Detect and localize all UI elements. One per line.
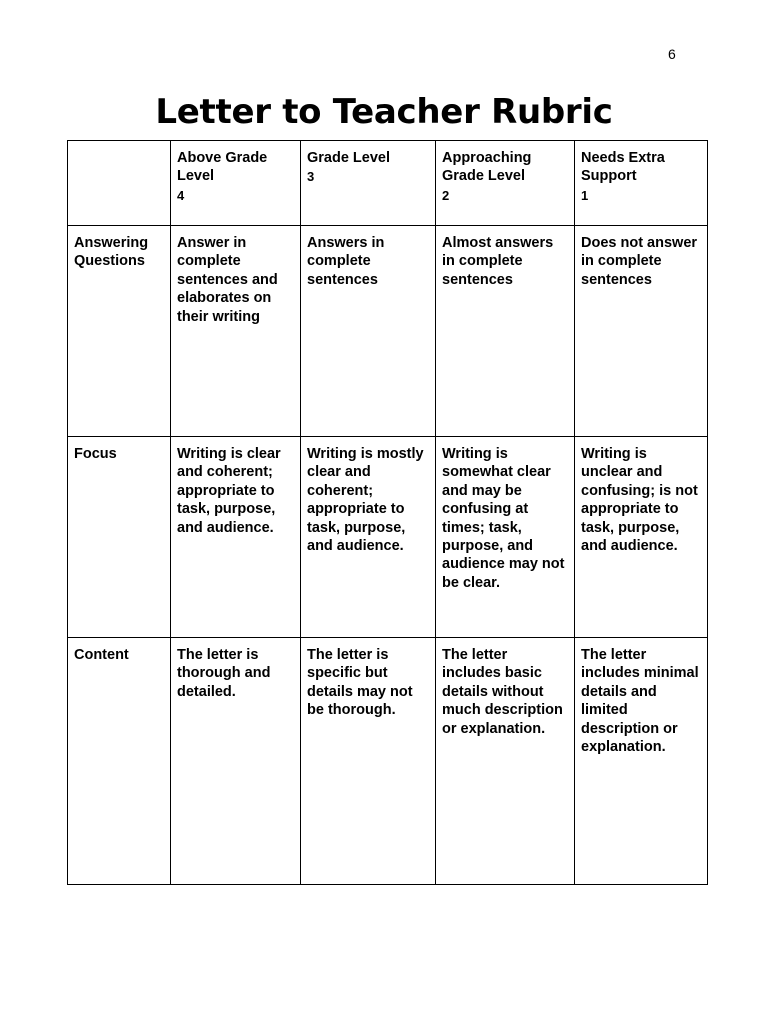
column-header-above-grade-level (171, 141, 301, 226)
table-header-row (68, 141, 708, 226)
column-header-label: Approaching Grade Level (442, 150, 532, 185)
column-header-label: Grade Level (307, 150, 391, 166)
table-cell: Does not answer in complete sentences (575, 226, 708, 437)
row-label: Focus (68, 437, 171, 638)
table-cell: Writing is somewhat clear and may be confusing at times; task, purpose, and audience may not be clear. (436, 437, 575, 638)
column-header-grade-level (301, 141, 436, 226)
column-header-label: Above Grade Level (177, 150, 268, 185)
column-header-score: 3 (307, 169, 315, 185)
table-corner-cell (68, 141, 171, 226)
table-row-focus (68, 437, 708, 638)
column-header-label: Needs Extra Support (581, 150, 665, 185)
page-title: Letter to Teacher Rubric (155, 92, 613, 132)
row-label: Content (68, 638, 171, 885)
column-header-needs-extra-support (575, 141, 708, 226)
column-header-approaching-grade-level (436, 141, 575, 226)
table-cell: Almost answers in complete sentences (436, 226, 575, 437)
table-cell: Writing is unclear and confusing; is not appropriate to task, purpose, and audience. (575, 437, 708, 638)
row-label: Answering Questions (68, 226, 171, 437)
table-cell: Writing is mostly clear and coherent; appropriate to task, purpose, and audience. (301, 437, 436, 638)
table-cell: Answers in complete sentences (301, 226, 436, 437)
table-cell: Answer in complete sentences and elaborates on their writing (171, 226, 301, 437)
table-row-answering-questions (68, 226, 708, 437)
table-cell: The letter includes basic details without much description or explanation. (436, 638, 575, 885)
table-cell: The letter is thorough and detailed. (171, 638, 301, 885)
rubric-table (67, 140, 708, 885)
column-header-score: 2 (442, 187, 450, 203)
table-cell: Writing is clear and coherent; appropriate to task, purpose, and audience. (171, 437, 301, 638)
table-cell: The letter includes minimal details and limited description or explanation. (575, 638, 708, 885)
column-header-score: 1 (581, 187, 589, 203)
table-cell: The letter is specific but details may not be thorough. (301, 638, 436, 885)
column-header-score: 4 (177, 187, 185, 203)
table-row-content (68, 638, 708, 885)
page-number: 6 (668, 46, 676, 62)
